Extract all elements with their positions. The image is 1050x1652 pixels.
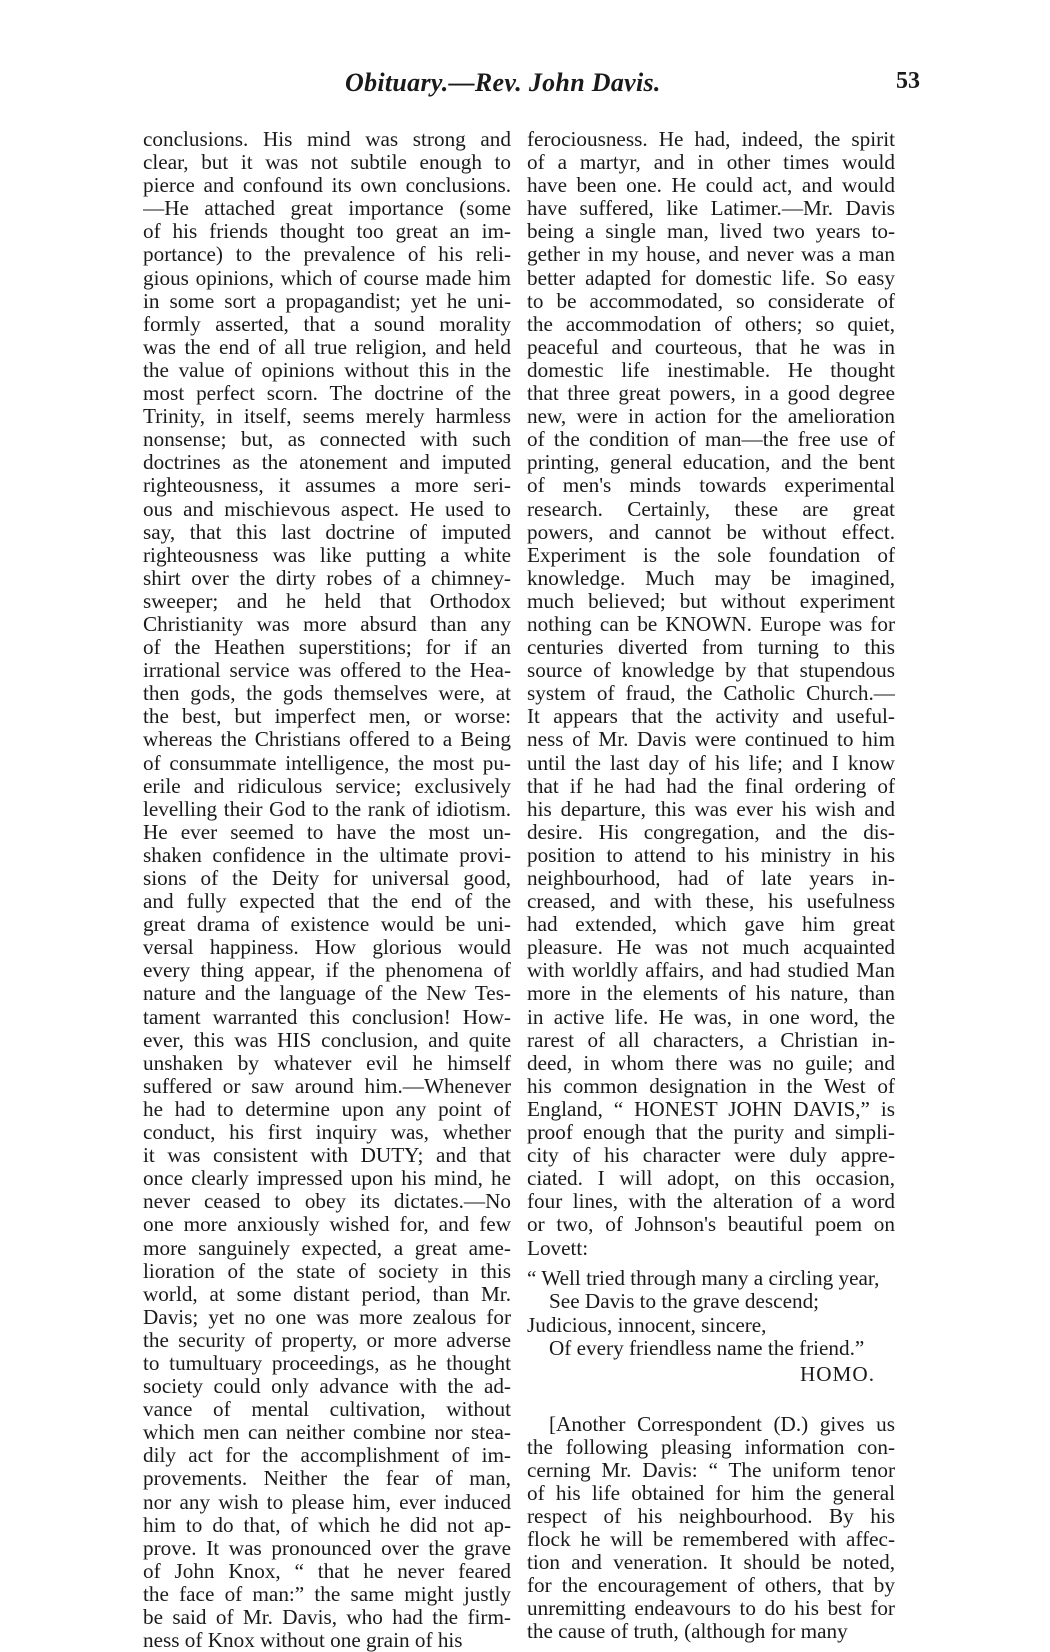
text-line: shirt over the dirty robes of a chimney- xyxy=(143,566,511,590)
text-line: ness of Knox without one grain of his xyxy=(143,1629,463,1652)
poem-line: Judicious, innocent, sincere, xyxy=(527,1312,767,1337)
text-line: never ceased to obey its dictates.—No xyxy=(143,1190,511,1214)
text-line: great drama of existence would be uni- xyxy=(143,913,511,937)
text-line: sweeper; and he held that Orthodox xyxy=(143,589,511,613)
text-line: ness of Mr. Davis were continued to him xyxy=(527,728,895,752)
text-line: proof enough that the purity and simpli- xyxy=(527,1121,895,1145)
text-line: nonsense; but, as connected with such xyxy=(143,428,511,452)
text-line: righteousness, it assumes a more seri- xyxy=(143,474,511,498)
poem-line: See Davis to the grave descend; xyxy=(549,1289,820,1314)
text-line: Christianity was more absurd than any xyxy=(143,612,511,636)
text-line: nothing can be KNOWN. Europe was for xyxy=(527,612,895,636)
text-line: formly asserted, that a sound morality xyxy=(143,312,511,336)
text-line: centuries diverted from turning to this xyxy=(527,636,895,660)
text-line: to tumultuary proceedings, as he thought xyxy=(143,1351,511,1375)
text-line: the best, but imperfect men, or worse: xyxy=(143,705,511,729)
signature: HOMO. xyxy=(799,1361,875,1386)
text-line: irrational service was offered to the Hea- xyxy=(143,659,511,683)
text-line: of John Knox, “ that he never feared xyxy=(143,1559,511,1583)
text-line: doctrines as the atonement and imputed xyxy=(143,451,511,475)
text-line: that if he had had the final ordering of xyxy=(527,774,895,798)
text-line: in some sort a propagandist; yet he uni- xyxy=(143,289,511,313)
text-line: sions of the Deity for universal good, xyxy=(143,867,511,890)
text-line: that three great powers, in a good degree xyxy=(527,382,895,406)
page-number: 53 xyxy=(896,68,920,94)
text-line: he had to determine upon any point of xyxy=(143,1097,511,1121)
text-line: levelling their God to the rank of idiotism. xyxy=(143,797,511,821)
text-line: cerning Mr. Davis: “ The uniform tenor xyxy=(527,1458,895,1482)
correspondent-note xyxy=(527,1413,895,1644)
text-line: the security of property, or more adverse xyxy=(143,1328,511,1352)
text-line: domestic life inestimable. He thought xyxy=(527,358,895,382)
text-line: society could only advance with the ad- xyxy=(143,1375,511,1399)
text-line: dily act for the accomplishment of im- xyxy=(143,1444,511,1468)
text-line: Davis; yet no one was more zealous for xyxy=(143,1305,511,1329)
text-line: city of his character were duly appre- xyxy=(527,1144,895,1168)
page-header xyxy=(140,68,920,108)
text-line: gether in my house, and never was a man xyxy=(527,243,895,267)
text-line: shaken confidence in the ultimate provi- xyxy=(143,843,511,867)
text-line: to be accommodated, so considerate of xyxy=(527,289,895,313)
text-line: Experiment is the sole foundation of xyxy=(527,543,895,567)
text-line: conclusions. His mind was strong and xyxy=(143,128,511,151)
text-line: unshaken by whatever evil he himself xyxy=(143,1051,511,1075)
text-line: in active life. He was, in one word, the xyxy=(527,1005,895,1029)
text-line: of his friends thought too great an im- xyxy=(143,220,511,244)
obituary-text-continued xyxy=(527,128,895,1260)
text-line: nature and the language of the New Tes- xyxy=(143,982,511,1006)
left-column xyxy=(143,128,511,1652)
text-line: the following pleasing information con- xyxy=(527,1435,895,1459)
text-line: flock he will be remembered with affec- xyxy=(527,1528,895,1552)
text-line: of men's minds towards experimental xyxy=(527,474,895,498)
text-line: one more anxiously wished for, and few xyxy=(143,1213,511,1237)
text-line: pleasure. He was not much acquainted xyxy=(527,936,895,960)
text-line: with worldly affairs, and had studied Man xyxy=(527,959,895,983)
running-title: Obituary.—Rev. John Davis. xyxy=(345,68,661,97)
text-line: most perfect scorn. The doctrine of the xyxy=(143,382,511,406)
text-line: his departure, this was ever his wish and xyxy=(527,797,895,821)
text-line: tion and veneration. It should be noted, xyxy=(527,1551,895,1575)
text-line: was the end of all true religion, and held xyxy=(143,335,511,359)
text-line: it was consistent with DUTY; and that xyxy=(143,1144,511,1168)
right-column xyxy=(527,128,895,1644)
text-line: gious opinions, which of course made him xyxy=(143,266,511,290)
text-line: position to attend to his ministry in his xyxy=(527,843,895,867)
text-line: until the last day of his life; and I know xyxy=(527,751,895,775)
text-line: say, that this last doctrine of imputed xyxy=(143,520,511,544)
text-line: conduct, his first inquiry was, whether xyxy=(143,1121,511,1145)
poem-line: Of every friendless name the friend.” xyxy=(549,1336,865,1361)
text-line: deed, in whom there was no guile; and xyxy=(527,1051,895,1075)
text-line: righteousness was like putting a white xyxy=(143,543,511,567)
text-line: vance of mental cultivation, without xyxy=(143,1398,511,1422)
text-line: It appears that the activity and useful- xyxy=(527,705,895,729)
text-line: clear, but it was not subtile enough to xyxy=(143,151,511,175)
text-line: creased, and with these, his usefulness xyxy=(527,890,895,914)
text-line: tament warranted this conclusion! How- xyxy=(143,1005,511,1029)
text-line: knowledge. Much may be imagined, xyxy=(527,566,895,590)
text-line: erile and ridiculous service; exclusively xyxy=(143,774,511,798)
text-line: lioration of the state of society in this xyxy=(143,1259,511,1283)
text-line: had extended, which gave him great xyxy=(527,913,895,937)
text-line: the accommodation of others; so quiet, xyxy=(527,312,895,336)
text-line: him to do that, of which he did not ap- xyxy=(143,1513,511,1537)
text-line: rarest of all characters, a Christian in- xyxy=(527,1028,895,1052)
text-line: have suffered, like Latimer.—Mr. Davis xyxy=(527,197,895,221)
poem-line: “ Well tried through many a circling year, xyxy=(527,1265,880,1290)
text-line: respect of his neighbourhood. By his xyxy=(527,1504,895,1528)
text-line: of a martyr, and in other times would xyxy=(527,151,895,175)
text-line: be said of Mr. Davis, who had the firm- xyxy=(143,1606,511,1629)
text-line: four lines, with the alteration of a word xyxy=(527,1190,895,1214)
text-line: his common designation in the West of xyxy=(527,1074,895,1098)
text-line: new, were in action for the amelioration xyxy=(527,405,895,429)
text-line: ous and mischievous aspect. He used to xyxy=(143,497,511,521)
text-line: more in the elements of his nature, than xyxy=(527,982,895,1006)
text-line: and fully expected that the end of the xyxy=(143,890,511,914)
text-line: neighbourhood, had of late years in- xyxy=(527,867,895,890)
text-line: He ever seemed to have the most un- xyxy=(143,820,511,844)
text-line: source of knowledge by that stupendous xyxy=(527,659,895,683)
text-line: versal happiness. How glorious would xyxy=(143,936,511,960)
text-line: the cause of truth, (although for many xyxy=(527,1620,848,1644)
text-line: once clearly impressed upon his mind, he xyxy=(143,1167,511,1191)
text-line: unremitting endeavours to do his best for xyxy=(527,1597,895,1621)
text-line: provements. Neither the fear of man, xyxy=(143,1467,511,1491)
text-line: whereas the Christians offered to a Being xyxy=(143,728,511,752)
text-line: have been one. He could act, and would xyxy=(527,174,895,198)
text-line: for the encouragement of others, that by xyxy=(527,1574,895,1598)
text-line: —He attached great importance (some xyxy=(143,197,511,221)
text-line: every thing appear, if the phenomena of xyxy=(143,959,511,983)
text-line: ferociousness. He had, indeed, the spirit xyxy=(527,128,895,151)
text-line: being a single man, lived two years to- xyxy=(527,220,895,244)
text-line: Lovett: xyxy=(527,1236,589,1260)
text-line: world, at some distant period, than Mr. xyxy=(143,1282,511,1306)
text-line: [Another Correspondent (D.) gives us xyxy=(549,1412,895,1436)
text-line: the value of opinions without this in the xyxy=(143,358,511,382)
text-line: of his life obtained for him the general xyxy=(527,1481,895,1505)
text-line: research. Certainly, these are great xyxy=(527,497,895,521)
text-line: ciated. I will adopt, on this occasion, xyxy=(527,1167,895,1191)
text-line: more sanguinely expected, a great ame- xyxy=(143,1236,511,1260)
text-line: portance) to the prevalence of his reli- xyxy=(143,243,511,267)
text-line: powers, and cannot be without effect. xyxy=(527,520,895,544)
text-line: then gods, the gods themselves were, at xyxy=(143,682,511,706)
text-line: the face of man:” the same might justly xyxy=(143,1582,511,1606)
text-line: of consummate intelligence, the most pu- xyxy=(143,751,511,775)
text-line: system of fraud, the Catholic Church.— xyxy=(527,682,895,706)
text-line: Trinity, in itself, seems merely harmless xyxy=(143,405,511,429)
text-line: much believed; but without experiment xyxy=(527,589,895,613)
text-line: printing, general education, and the bent xyxy=(527,451,895,475)
text-line: nor any wish to please him, ever induced xyxy=(143,1490,511,1514)
text-line: England, “ HONEST JOHN DAVIS,” is xyxy=(527,1097,895,1121)
text-line: peaceful and courteous, that he was in xyxy=(527,335,895,359)
text-line: of the condition of man—the free use of xyxy=(527,428,895,452)
text-line: or two, of Johnson's beautiful poem on xyxy=(527,1213,895,1237)
text-line: desire. His congregation, and the dis- xyxy=(527,820,895,844)
poem-quotation xyxy=(527,1267,895,1361)
text-line: ever, this was HIS conclusion, and quite xyxy=(143,1028,511,1052)
text-line: of the Heathen superstitions; for if an xyxy=(143,636,511,660)
text-line: better adapted for domestic life. So easy xyxy=(527,266,895,290)
text-line: suffered or saw around him.—Whenever xyxy=(143,1074,511,1098)
text-line: prove. It was pronounced over the grave xyxy=(143,1536,511,1560)
text-line: pierce and confound its own conclusions. xyxy=(143,174,511,198)
text-line: which men can neither combine nor stea- xyxy=(143,1421,511,1445)
